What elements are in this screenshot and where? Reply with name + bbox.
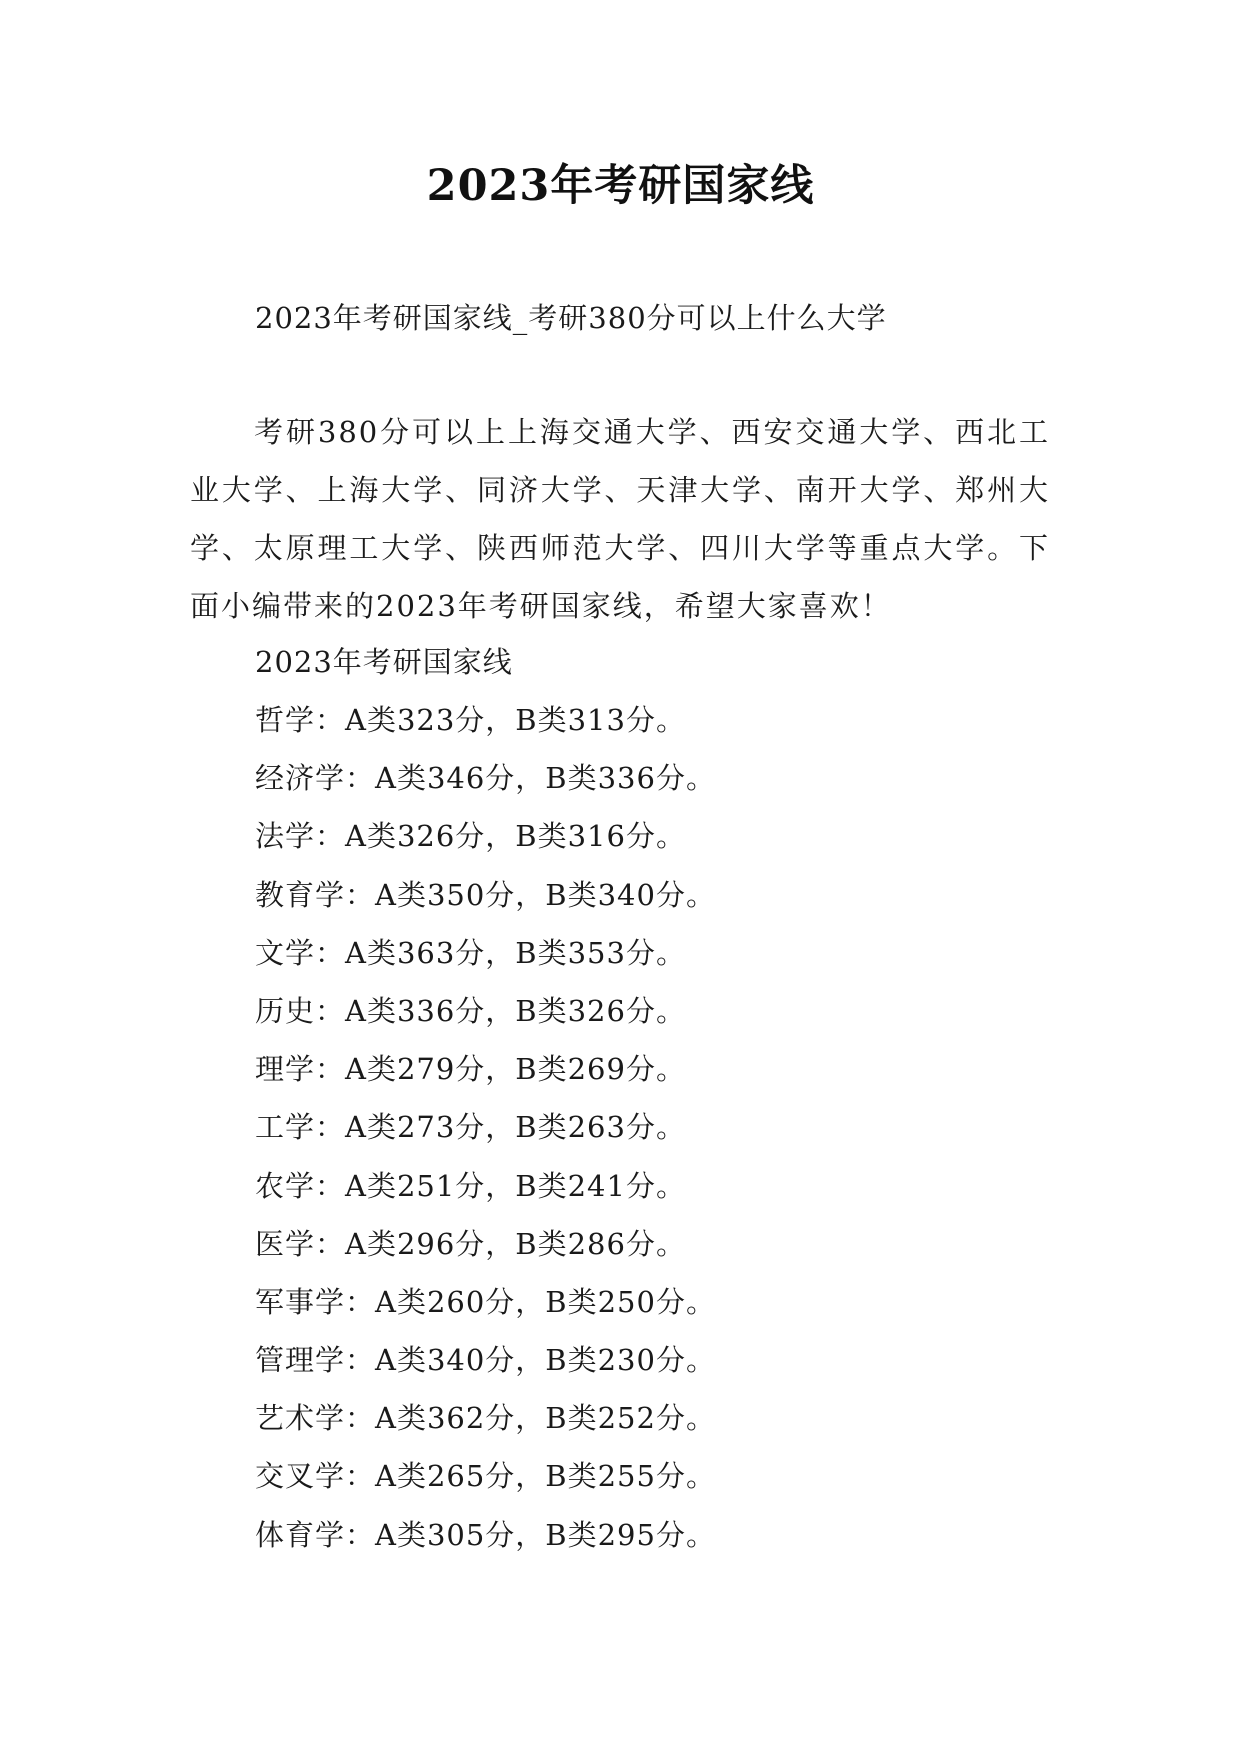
score-list bbox=[255, 698, 716, 1571]
score-line-sports: 体育学：A类305分，B类295分。 bbox=[255, 1517, 716, 1552]
section-heading: 2023年考研国家线 bbox=[255, 645, 513, 679]
score-line-education: 教育学：A类350分，B类340分。 bbox=[255, 877, 716, 912]
score-line-medicine: 医学：A类296分，B类286分。 bbox=[255, 1226, 686, 1261]
score-line-management: 管理学：A类340分，B类230分。 bbox=[255, 1343, 716, 1378]
score-line-agriculture: 农学：A类251分，B类241分。 bbox=[255, 1168, 686, 1203]
document-title: 2023年考研国家线 bbox=[426, 161, 815, 211]
score-line-engineering: 工学：A类273分，B类263分。 bbox=[255, 1110, 686, 1145]
score-line-philosophy: 哲学：A类323分，B类313分。 bbox=[255, 703, 686, 737]
score-line-military: 军事学：A类260分，B类250分。 bbox=[255, 1284, 716, 1319]
score-line-interdisciplinary: 交叉学：A类265分，B类255分。 bbox=[255, 1459, 716, 1494]
score-line-history: 历史：A类336分，B类326分。 bbox=[255, 993, 686, 1028]
score-line-law: 法学：A类326分，B类316分。 bbox=[255, 819, 686, 854]
score-line-economics: 经济学：A类346分，B类336分。 bbox=[255, 761, 716, 796]
score-line-arts: 艺术学：A类362分，B类252分。 bbox=[255, 1401, 716, 1436]
score-line-literature: 文学：A类363分，B类353分。 bbox=[255, 935, 686, 970]
score-line-science: 理学：A类279分，B类269分。 bbox=[255, 1052, 686, 1087]
document-subtitle: 2023年考研国家线_考研380分可以上什么大学 bbox=[255, 301, 887, 335]
intro-paragraph: 考研380分可以上上海交通大学、西安交通大学、西北工业大学、上海大学、同济大学、天津大学、南开大学、郑州大学、太原理工大学、陕西师范大学、四川大学等重点大学。下面小编带来的2023年考研国家线，希望大家喜欢！ bbox=[190, 415, 1050, 623]
